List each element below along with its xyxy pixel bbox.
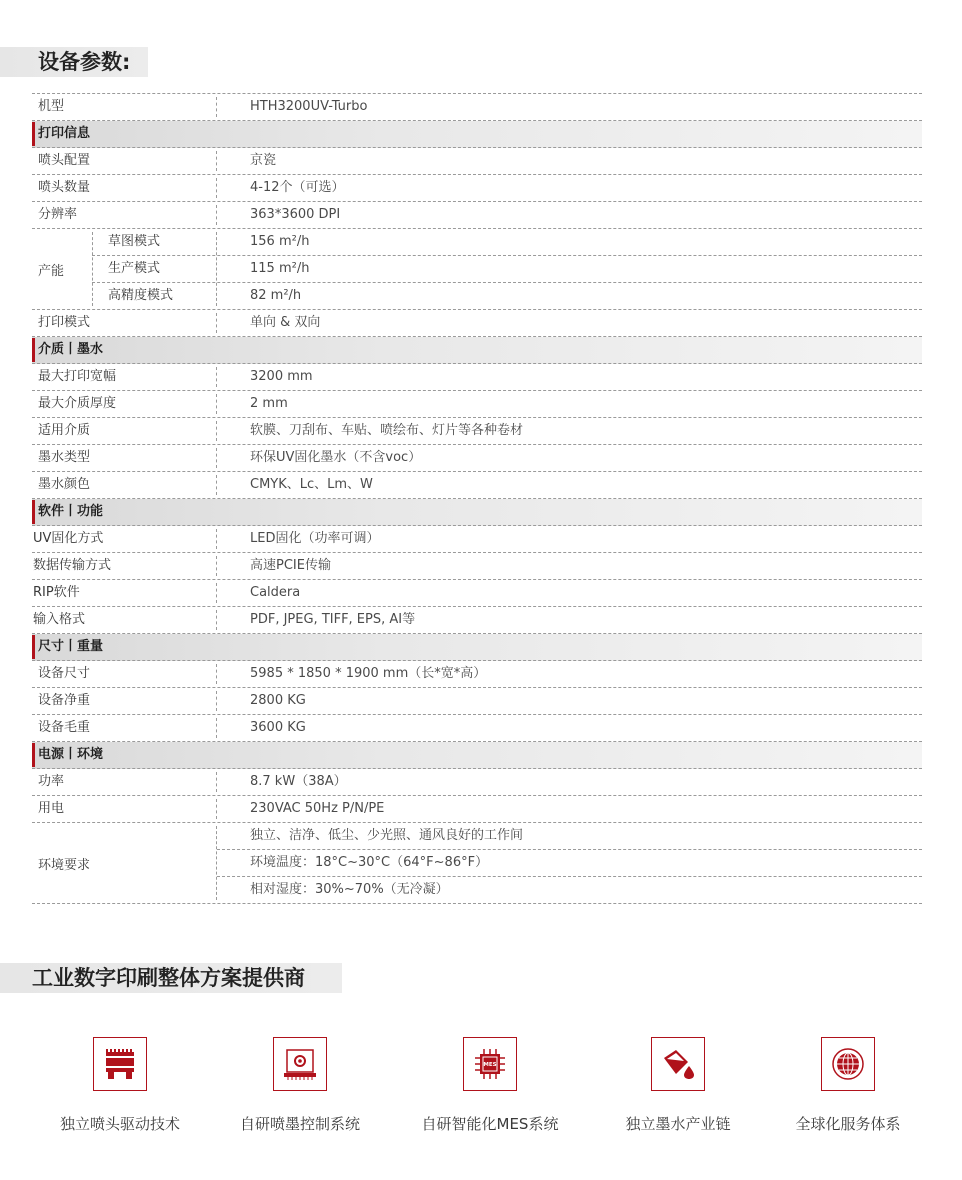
spec-value: 4-12个（可选）	[250, 180, 345, 195]
spec-value: 3200 mm	[250, 369, 313, 384]
spec-group-environment	[32, 823, 922, 904]
spec-value: 8.7 kW（38A）	[250, 774, 347, 789]
spec-label: 墨水颜色	[38, 477, 91, 492]
feature-item	[405, 1030, 575, 1134]
spec-row-media	[32, 418, 922, 445]
spec-row-head-count	[32, 175, 922, 202]
spec-value: 2800 KG	[250, 693, 306, 708]
feature-item	[215, 1030, 385, 1134]
spec-label: 最大介质厚度	[38, 396, 117, 411]
spec-value: 软膜、刀刮布、车贴、喷绘布、灯片等各种卷材	[250, 423, 524, 438]
spec-value: 5985 * 1850 * 1900 mm（长*宽*高）	[250, 666, 487, 681]
category-label: 打印信息	[38, 126, 91, 141]
spec-row-uv-cure	[32, 526, 922, 553]
spec-group-capacity	[32, 229, 922, 310]
spec-row-electricity	[32, 796, 922, 823]
spec-row-ink-type	[32, 445, 922, 472]
spec-label: 环境要求	[38, 857, 91, 873]
spec-label: RIP软件	[33, 585, 80, 600]
category-label: 软件丨功能	[38, 504, 104, 519]
feature-list	[0, 1030, 962, 1170]
feature-item	[763, 1030, 933, 1134]
spec-label: 墨水类型	[38, 450, 91, 465]
spec-row-data-transfer	[32, 553, 922, 580]
spec-label: 输入格式	[33, 612, 86, 627]
category-print	[32, 121, 922, 148]
mode-label: 高精度模式	[108, 288, 174, 303]
spec-label: 设备毛重	[38, 720, 91, 735]
spec-value: 京瓷	[250, 153, 277, 168]
feature-label: 自研智能化MES系统	[421, 1115, 559, 1133]
feature-label: 自研喷墨控制系统	[239, 1115, 360, 1133]
mode-value: 115 m²/h	[250, 261, 310, 276]
spec-table	[32, 93, 922, 904]
spec-value: 363*3600 DPI	[250, 207, 341, 222]
spec-value: HTH3200UV-Turbo	[250, 99, 368, 114]
category-software	[32, 499, 922, 526]
spec-value: 高速PCIE传输	[250, 558, 331, 573]
feature-label: 独立墨水产业链	[625, 1115, 731, 1133]
spec-label: 功率	[38, 774, 65, 789]
spec-row-net-weight	[32, 688, 922, 715]
spec-label: 最大打印宽幅	[38, 369, 117, 384]
spec-row-gross-weight	[32, 715, 922, 742]
category-size	[32, 634, 922, 661]
feature-label: 独立喷头驱动技术	[59, 1115, 180, 1133]
mode-value: 82 m²/h	[250, 288, 302, 303]
spec-row-rip	[32, 580, 922, 607]
mode-value: 156 m²/h	[250, 234, 310, 249]
spec-value: 单向 & 双向	[250, 315, 321, 330]
spec-row-print-mode	[32, 310, 922, 337]
spec-value: LED固化（功率可调）	[250, 531, 380, 546]
feature-item	[593, 1030, 763, 1134]
globe-icon	[821, 1037, 875, 1091]
spec-row-dimension	[32, 661, 922, 688]
spec-row-ink-color	[32, 472, 922, 499]
spec-label: 打印模式	[38, 315, 91, 330]
spec-row-resolution	[32, 202, 922, 229]
spec-row-input-format	[32, 607, 922, 634]
spec-label: 喷头配置	[38, 153, 91, 168]
ink-bucket-icon	[651, 1037, 705, 1091]
category-media	[32, 337, 922, 364]
mode-label: 生产模式	[108, 261, 161, 276]
spec-row-power	[32, 769, 922, 796]
section-title-solutions: 工业数字印刷整体方案提供商	[0, 963, 342, 993]
control-board-icon	[273, 1037, 327, 1091]
spec-value: 环保UV固化墨水（不含voc）	[250, 450, 422, 465]
spec-row-model	[32, 94, 922, 121]
environment-row	[217, 849, 922, 876]
spec-value: Caldera	[250, 585, 301, 600]
environment-row	[217, 876, 922, 903]
spec-label: 机型	[38, 99, 65, 114]
spec-label: 用电	[38, 801, 65, 816]
spec-row-head-config	[32, 148, 922, 175]
category-power	[32, 742, 922, 769]
spec-value: 环境温度：18°C~30°C（64°F~86°F）	[250, 855, 489, 870]
feature-item	[35, 1030, 205, 1134]
section-title-specs: 设备参数:	[0, 47, 148, 77]
spec-label: 喷头数量	[38, 180, 91, 195]
spec-value: 独立、洁净、低尘、少光照、通风良好的工作间	[250, 828, 524, 843]
spec-label: 分辨率	[38, 207, 78, 222]
category-label: 尺寸丨重量	[38, 639, 104, 654]
spec-row-max-width	[32, 364, 922, 391]
mes-chip-icon	[463, 1037, 517, 1091]
capacity-mode-row	[92, 229, 922, 255]
feature-label: 全球化服务体系	[795, 1115, 901, 1133]
spec-label: 设备净重	[38, 693, 91, 708]
printhead-icon	[93, 1037, 147, 1091]
spec-value: CMYK、Lc、Lm、W	[250, 477, 373, 492]
spec-value: 230VAC 50Hz P/N/PE	[250, 801, 385, 816]
spec-value: 3600 KG	[250, 720, 306, 735]
category-label: 介质丨墨水	[38, 342, 104, 357]
spec-label: 设备尺寸	[38, 666, 91, 681]
environment-row	[217, 823, 922, 849]
spec-label: 数据传输方式	[33, 558, 112, 573]
spec-value: 2 mm	[250, 396, 288, 411]
spec-label: UV固化方式	[33, 531, 104, 546]
capacity-mode-row	[92, 282, 922, 309]
mode-label: 草图模式	[108, 234, 161, 249]
spec-row-max-thickness	[32, 391, 922, 418]
spec-label: 产能	[38, 263, 65, 279]
spec-value: 相对湿度：30%~70%（无冷凝）	[250, 882, 449, 897]
spec-label: 适用介质	[38, 423, 91, 438]
svg-text:MES: MES	[483, 1062, 497, 1068]
capacity-mode-row	[92, 255, 922, 282]
category-label: 电源丨环境	[38, 747, 104, 762]
spec-value: PDF, JPEG, TIFF, EPS, AI等	[250, 612, 416, 627]
